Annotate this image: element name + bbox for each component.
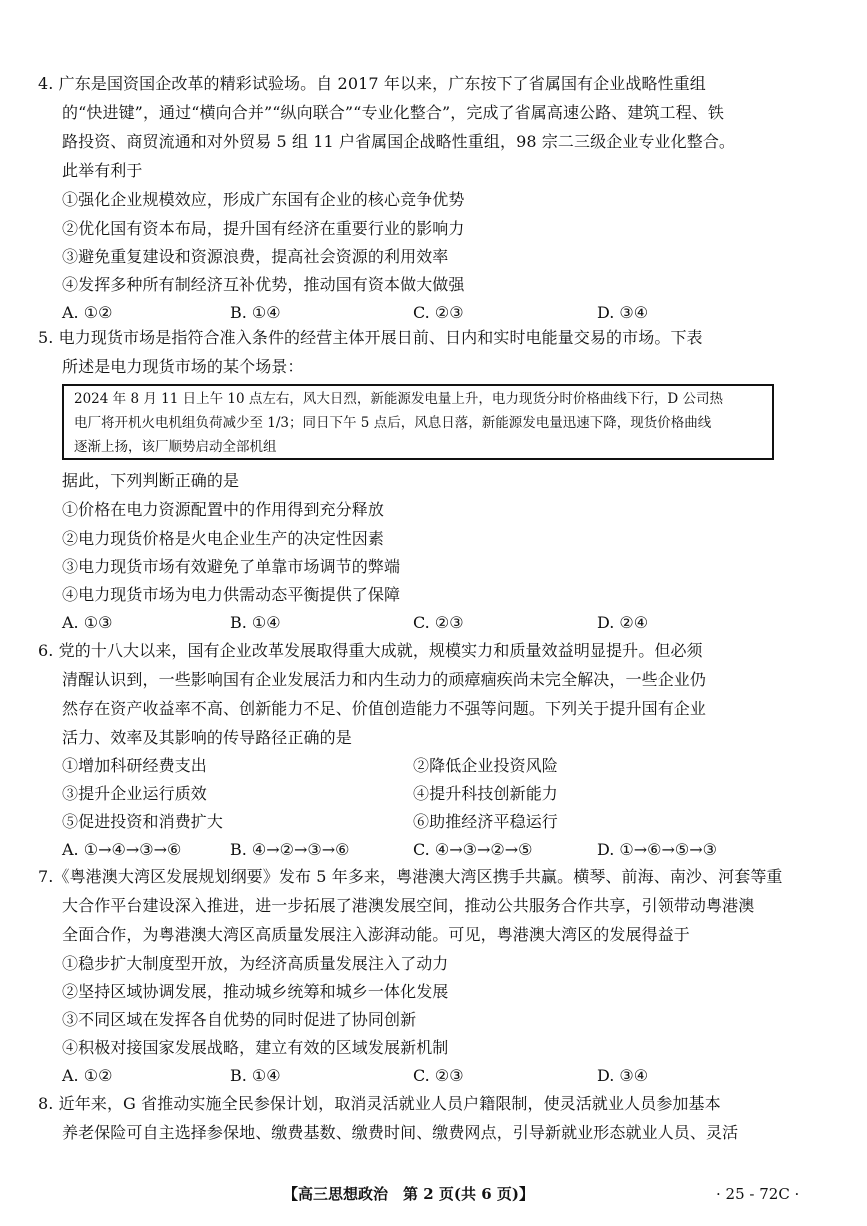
q5-statement-1: ①价格在电力资源配置中的作用得到充分释放	[62, 500, 385, 519]
q4-statement-2: ②优化国有资本布局，提升国有经济在重要行业的影响力	[62, 219, 465, 238]
q7-statement-4: ④积极对接国家发展战略，建立有效的区域发展新机制	[62, 1038, 449, 1057]
q4-choice-b: B. ①④	[230, 303, 281, 322]
q4-line-4: 此举有利于	[62, 161, 143, 180]
q7-choice-b: B. ①④	[230, 1066, 281, 1085]
q7-choice-c: C. ②③	[413, 1066, 464, 1085]
q7-statement-1: ①稳步扩大制度型开放，为经济高质量发展注入了动力	[62, 954, 449, 973]
q6-statement-3: ③提升企业运行质效	[62, 784, 207, 803]
page-footer-code: · 25 - 72C ·	[716, 1185, 800, 1203]
q7-choice-a: A. ①②	[62, 1066, 113, 1085]
q6-statement-1: ①增加科研经费支出	[62, 756, 207, 775]
q6-statement-2: ②降低企业投资风险	[413, 756, 558, 775]
q6-choice-b: B. ④→②→③→⑥	[230, 840, 350, 859]
q5-box-line-2: 电厂将开机火电机组负荷减少至 1/3；同日下午 5 点后，风息日落，新能源发电量迅速下降，现货价格曲线	[74, 415, 712, 431]
q5-box-line-1: 2024 年 8 月 11 日上午 10 点左右，风大日烈，新能源发电量上升，电力现货分时价格曲线下行，D 公司热	[74, 391, 723, 407]
q6-choice-c: C. ④→③→②→⑤	[413, 840, 533, 859]
q4-statement-1: ①强化企业规模效应，形成广东国有企业的核心竞争优势	[62, 190, 465, 209]
q7-statement-2: ②坚持区域协调发展，推动城乡统筹和城乡一体化发展	[62, 982, 449, 1001]
q6-line-1: 6. 党的十八大以来，国有企业改革发展取得重大成就，规模实力和质量效益明显提升。但必须	[38, 641, 703, 660]
q5-prompt: 据此，下列判断正确的是	[62, 471, 240, 490]
q4-choice-d: D. ③④	[597, 303, 649, 322]
q6-choice-d: D. ①→⑥→⑤→③	[597, 840, 718, 859]
q7-choice-d: D. ③④	[597, 1066, 649, 1085]
q4-statement-4: ④发挥多种所有制经济互补优势，推动国有资本做大做强	[62, 275, 465, 294]
q7-statement-3: ③不同区域在发挥各自优势的同时促进了协同创新	[62, 1010, 417, 1029]
q5-choice-d: D. ②④	[597, 613, 649, 632]
q5-choice-a: A. ①③	[62, 613, 113, 632]
page-footer-label: 【高三思想政治 第 2 页(共 6 页)】	[283, 1185, 534, 1203]
q6-line-2: 清醒认识到，一些影响国有企业发展活力和内生动力的顽瘴痼疾尚未完全解决，一些企业仍	[62, 670, 707, 689]
q6-choice-a: A. ①→④→③→⑥	[62, 840, 182, 859]
q7-line-1: 7.《粤港澳大湾区发展规划纲要》发布 5 年多来，粤港澳大湾区携手共赢。横琴、前海、南沙、河套等重	[38, 867, 783, 886]
q5-scenario-box	[62, 384, 774, 460]
q4-line-1: 4. 广东是国资国企改革的精彩试验场。自 2017 年以来，广东按下了省属国有企业战略性重组	[38, 74, 706, 93]
q4-choice-a: A. ①②	[62, 303, 113, 322]
q5-choice-c: C. ②③	[413, 613, 464, 632]
q5-choice-b: B. ①④	[230, 613, 281, 632]
q6-statement-4: ④提升科技创新能力	[413, 784, 558, 803]
q7-line-2: 大合作平台建设深入推进，进一步拓展了港澳发展空间，推动公共服务合作共享，引领带动粤港澳	[62, 896, 755, 915]
q4-choice-c: C. ②③	[413, 303, 464, 322]
q8-line-1: 8. 近年来，G 省推动实施全民参保计划，取消灵活就业人员户籍限制，使灵活就业人员参加基本	[38, 1094, 721, 1113]
q4-line-3: 路投资、商贸流通和对外贸易 5 组 11 户省属国企战略性重组，98 宗二三级企业专业化整合。	[62, 132, 736, 151]
q5-box-line-3: 逐渐上扬，该厂顺势启动全部机组	[74, 439, 277, 455]
q6-line-4: 活力、效率及其影响的传导路径正确的是	[62, 728, 352, 747]
q5-line-1: 5. 电力现货市场是指符合准入条件的经营主体开展日前、日内和实时电能量交易的市场。下表	[38, 328, 703, 347]
q6-line-3: 然存在资产收益率不高、创新能力不足、价值创造能力不强等问题。下列关于提升国有企业	[62, 699, 707, 718]
q5-statement-4: ④电力现货市场为电力供需动态平衡提供了保障	[62, 585, 401, 604]
q7-line-3: 全面合作，为粤港澳大湾区高质量发展注入澎湃动能。可见，粤港澳大湾区的发展得益于	[62, 925, 690, 944]
q4-statement-3: ③避免重复建设和资源浪费，提高社会资源的利用效率	[62, 247, 449, 266]
q6-statement-5: ⑤促进投资和消费扩大	[62, 812, 224, 831]
q5-line-2: 所述是电力现货市场的某个场景：	[62, 357, 304, 376]
q6-statement-6: ⑥助推经济平稳运行	[413, 812, 558, 831]
q5-statement-2: ②电力现货价格是火电企业生产的决定性因素	[62, 529, 385, 548]
q8-line-2: 养老保险可自主选择参保地、缴费基数、缴费时间、缴费网点，引导新就业形态就业人员、灵活	[62, 1123, 739, 1142]
q4-line-2: 的“快进键”，通过“横向合并”“纵向联合”“专业化整合”，完成了省属高速公路、建筑工程、铁	[62, 103, 724, 122]
q5-statement-3: ③电力现货市场有效避免了单靠市场调节的弊端	[62, 557, 401, 576]
